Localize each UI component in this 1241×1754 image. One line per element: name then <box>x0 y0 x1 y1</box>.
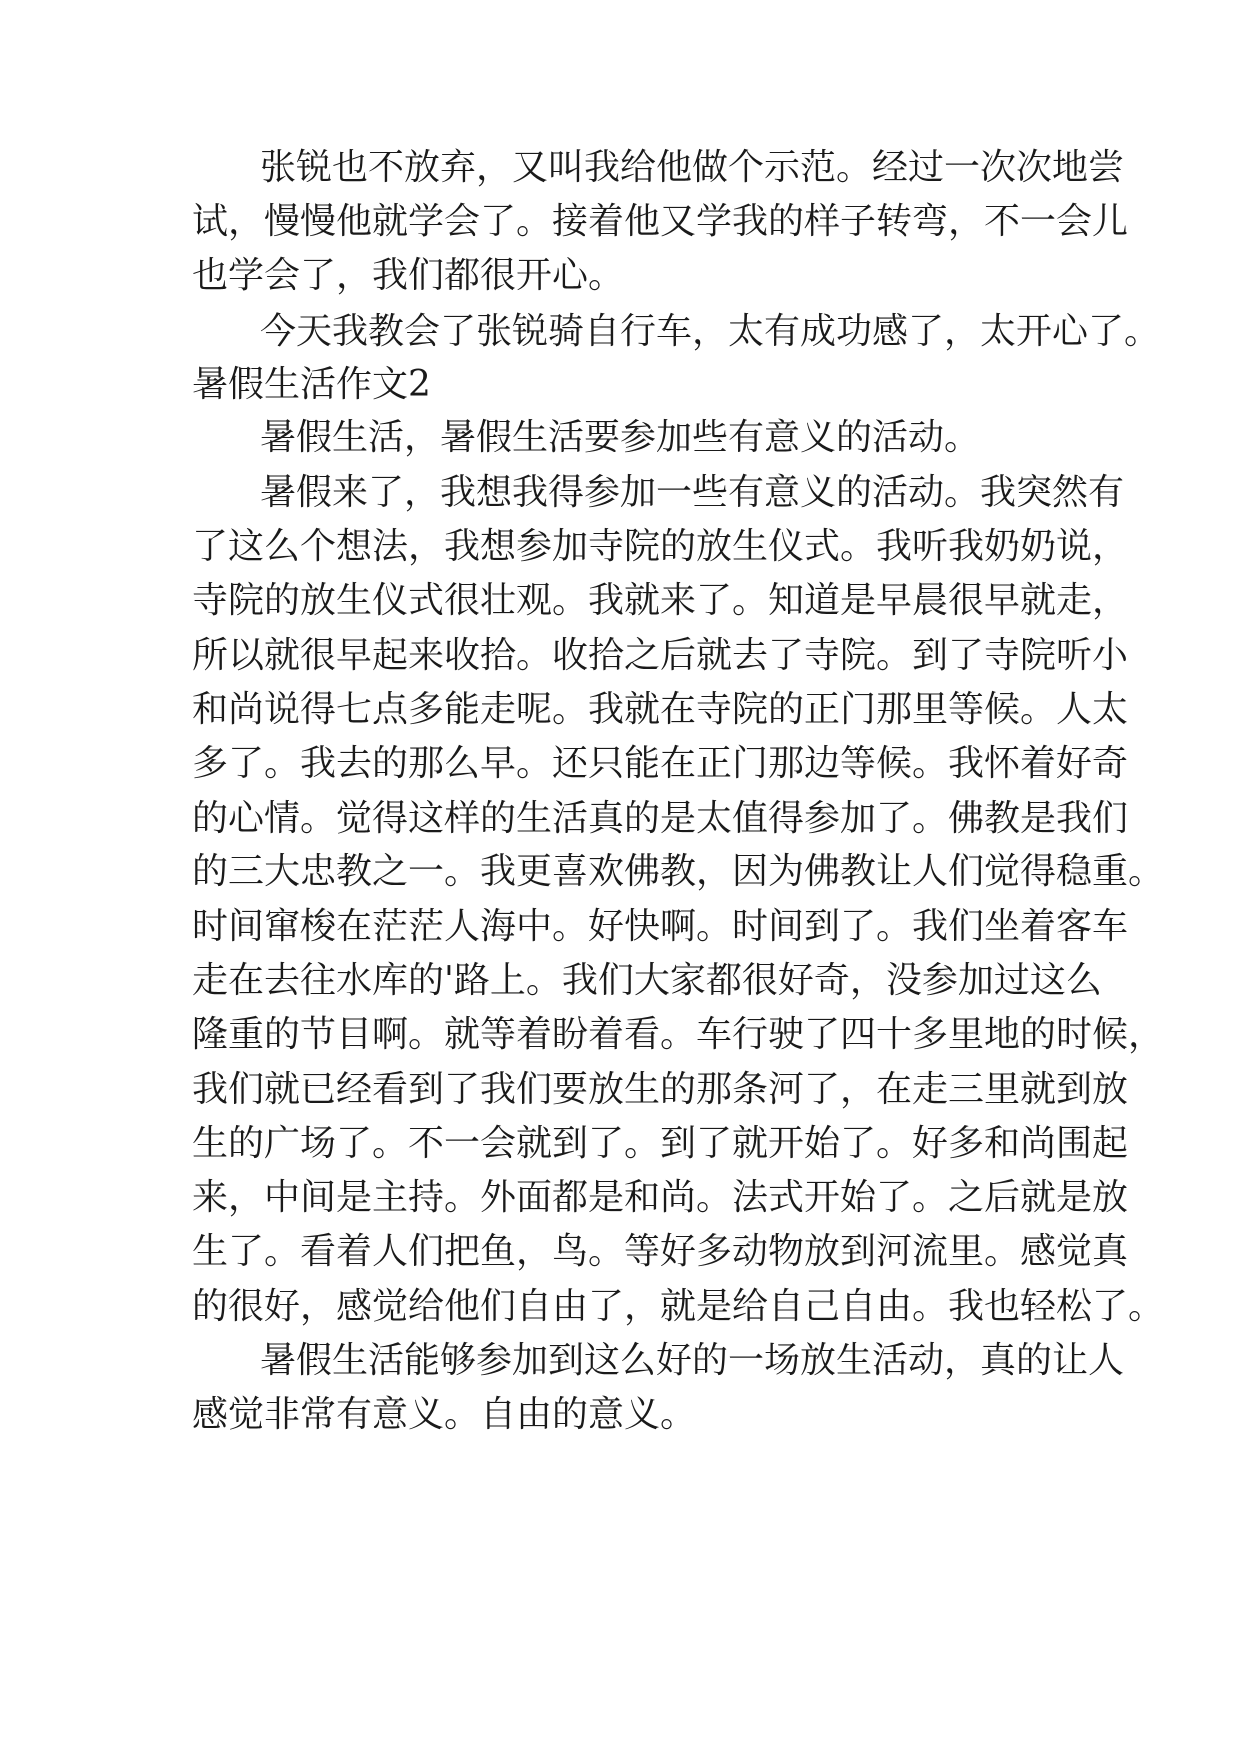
text-line: 和尚说得七点多能走呢。我就在寺院的正门那里等候。人太 <box>192 689 1129 730</box>
text-line: 感觉非常有意义。自由的意义。 <box>192 1394 697 1435</box>
text-line: 的心情。觉得这样的生活真的是太值得参加了。佛教是我们 <box>192 798 1129 839</box>
text-line: 来，中间是主持。外面都是和尚。法式开始了。之后就是放 <box>192 1177 1129 1218</box>
text-line: 生了。看着人们把鱼，鸟。等好多动物放到河流里。感觉真 <box>192 1231 1129 1272</box>
section-title: 暑假生活作文2 <box>192 364 431 405</box>
text-line: 了这么个想法，我想参加寺院的放生仪式。我听我奶奶说， <box>192 526 1129 567</box>
text-line: 走在去往水库的'路上。我们大家都很好奇，没参加过这么 <box>192 960 1102 1001</box>
text-line: 今天我教会了张锐骑自行车，太有成功感了，太开心了。 <box>260 311 1161 352</box>
text-line: 的三大忠教之一。我更喜欢佛教，因为佛教让人们觉得稳重。 <box>192 851 1165 892</box>
text-line: 暑假来了，我想我得参加一些有意义的活动。我突然有 <box>260 472 1125 513</box>
text-line: 多了。我去的那么早。还只能在正门那边等候。我怀着好奇 <box>192 743 1129 784</box>
text-line: 张锐也不放弃，又叫我给他做个示范。经过一次次地尝 <box>260 147 1125 188</box>
text-line: 寺院的放生仪式很壮观。我就来了。知道是早晨很早就走， <box>192 580 1129 621</box>
text-line: 时间窜梭在茫茫人海中。好快啊。时间到了。我们坐着客车 <box>192 906 1129 947</box>
text-line: 我们就已经看到了我们要放生的那条河了，在走三里就到放 <box>192 1069 1129 1110</box>
text-line: 的很好，感觉给他们自由了，就是给自己自由。我也轻松了。 <box>192 1286 1165 1327</box>
text-line: 所以就很早起来收拾。收拾之后就去了寺院。到了寺院听小 <box>192 635 1129 676</box>
text-line: 隆重的节目啊。就等着盼着看。车行驶了四十多里地的时候， <box>192 1014 1165 1055</box>
text-line: 暑假生活，暑假生活要参加些有意义的活动。 <box>260 417 981 458</box>
text-line: 也学会了，我们都很开心。 <box>192 255 625 296</box>
text-line: 试，慢慢他就学会了。接着他又学我的样子转弯，不一会儿 <box>192 201 1129 242</box>
text-line: 暑假生活能够参加到这么好的一场放生活动，真的让人 <box>260 1340 1125 1381</box>
text-line: 生的广场了。不一会就到了。到了就开始了。好多和尚围起 <box>192 1123 1129 1164</box>
